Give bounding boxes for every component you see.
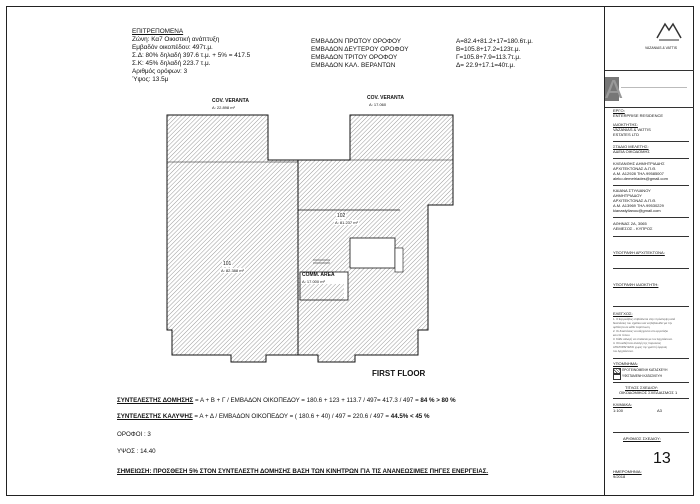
logo-text: VAZANIAS & VATTIS xyxy=(645,46,678,50)
divider xyxy=(613,236,689,237)
area-value: Α=82.4+81.2+17=180.6τ.μ. xyxy=(456,38,533,45)
date-value: 9/2018 xyxy=(613,474,626,479)
area-value: Β=105.8+17.2=123τ.μ. xyxy=(456,46,521,53)
sign-owner-label: ΥΠΟΓΡΑΦΗ ΙΔΙΟΚΤΗΤΗ: xyxy=(613,282,659,287)
architect-line: aleko.demetriades@gmail.com xyxy=(613,176,668,181)
plan-outline xyxy=(167,115,453,362)
letter-band xyxy=(605,70,694,108)
allowed-line: Εμβαδόν οικοπέδου: 497τ.μ. xyxy=(132,44,213,51)
density-calc xyxy=(117,397,456,404)
sheet-number-label: ΑΡΙΘΜΟΣ ΣΧΕΔΙΟΥ: xyxy=(623,436,661,441)
coverage-result: 44.5% < 45 % xyxy=(390,413,430,420)
scale-label: ΚΛΙΜΑΚΑ: xyxy=(613,402,632,407)
owner-label: ΙΔΙΟΚΤΗΤΗΣ: xyxy=(613,122,638,127)
architect-line: ΑΡΧΙΤΕΚΤΟΝΑΣ Α.Π.Θ. xyxy=(613,166,657,171)
allowed-line: Σ.Κ: 45% δηλαδή 223.7 τ.μ. xyxy=(132,60,211,67)
divider xyxy=(613,306,689,307)
area-label: ΕΜΒΑΔΟΝ ΚΑΛ. ΒΕΡΑΝΤΩΝ xyxy=(311,62,396,69)
note-line: 1. Ο Εργολάβος επιβάλλεται στην πρόσληψη κατά xyxy=(613,317,676,321)
veranda-right-area: A: 17.060 xyxy=(369,102,387,107)
legend-label: ΥΠΟΜΝΗΜΑ: xyxy=(613,361,638,366)
architect-line: ΚΑΙΑΝΑ ΣΤΥΛΙΑΝΟΥ xyxy=(613,188,651,193)
stage-label: ΣΤΑΔΙΟ ΜΕΛΕΤΗΣ: xyxy=(613,144,649,149)
comm-area-label: COMM. AREA xyxy=(302,272,335,278)
divider xyxy=(613,358,689,359)
area-label: ΕΜΒΑΔΟΝ ΠΡΩΤΟΥ ΟΡΟΦΟΥ xyxy=(311,38,402,45)
stage-value: ΑΔΕΙΑ ΟΙΚΟΔΟΜΗΣ xyxy=(613,149,650,154)
floors-count: ΟΡΟΦΟΙ : 3 xyxy=(117,431,151,438)
divider xyxy=(613,158,689,159)
area-label: ΕΜΒΑΔΟΝ ΔΕΥΤΕΡΟΥ ΟΡΟΦΟΥ xyxy=(311,46,409,53)
allowed-line: Σ.Δ: 80% δηλαδή 397.6 τ.μ. + 5% = 417.5 xyxy=(132,52,251,59)
density-label: ΣΥΝΤΕΛΕΣΤΗΣ ΔΟΜΗΣΗΣ xyxy=(117,397,194,404)
note-line: ΑΠΑΓΟΡΕΥΕΤΑΙ χωρίς την γραπτή έγκριση xyxy=(613,345,668,349)
veranda-left-label: COV. VERANTA xyxy=(212,98,249,104)
logo-icon xyxy=(655,20,683,42)
coverage-formula: = Α + Δ / ΕΜΒΑΔΟΝ ΟΙΚΟΠΕΔΟΥ = ( 180.6 + 40) / 497 = 220.6 / 497 = xyxy=(192,413,391,420)
note-text: ΣΗΜΕΙΩΣΗ: ΠΡΟΣΘΕΣΗ 5% ΣΤΟΝ ΣΥΝΤΕΛΕΣΤΗ ΔΟΜΗΣΗΣ ΒΑΣΗ ΤΩΝ ΚΙΝΗΤΡΩΝ ΓΙΑ ΤΙΣ ΑΝΑΝΕΩΣΙΜΕΣ ΠΗΓΕΣ ΕΝΕΡΓΕΙΑΣ. xyxy=(117,468,489,475)
big-letter: A xyxy=(605,74,623,104)
owner-value: VAZANIAS & VATTIS xyxy=(613,127,651,132)
unit-101-area: A: 82.388 m² xyxy=(221,268,244,273)
project-value: ENTERPRISE RESIDENCE xyxy=(613,113,664,118)
unit-102-label: 102 xyxy=(337,213,346,219)
floor-label: FIRST FLOOR xyxy=(372,369,426,378)
unit-102-area: A: 81.237 m² xyxy=(335,220,358,225)
architect-line: ΑΡΧΙΤΕΚΤΟΝΑΣ Α.Π.Θ. xyxy=(613,198,657,203)
legend-proposed: ΠΡΟΤΕΙΝΟΜΕΝΗ ΚΑΤΑΣΚΕΥΗ xyxy=(622,368,668,372)
architect-line: Α.Μ. Α13969 ΤΗΛ.99530229 xyxy=(613,203,664,208)
unit-101-label: 101 xyxy=(223,261,232,267)
architect-line: Α.Μ. Α12928 ΤΗΛ.99585007 xyxy=(613,171,664,176)
divider xyxy=(613,185,689,186)
area-value: Γ=105.8+7.9=113.7τ.μ. xyxy=(456,54,521,61)
allowed-line: Ζώνη: Κα7 Οικιστική ανάπτυξη xyxy=(132,36,220,43)
owner-value: ESTATES LTD xyxy=(613,132,640,137)
area-label: ΕΜΒΑΔΟΝ ΤΡΙΤΟΥ ΟΡΟΦΟΥ xyxy=(311,54,398,61)
area-value: Δ= 22.9+17.1=40τ.μ. xyxy=(456,62,515,69)
architect-line: ΚΛΕΑΝΘΗΣ ΔΗΜΗΤΡΙΑΔΗΣ xyxy=(613,161,665,166)
sheet-number: 13 xyxy=(653,450,671,467)
note-line: 3. Κάθε αλλαγή να επιλύεται με τον Αρχιτέκτονα. xyxy=(613,337,673,341)
divider xyxy=(613,382,689,383)
sign-architect-label: ΥΠΟΓΡΑΦΗ ΑΡΧΙΤΕΚΤΟΝΑ: xyxy=(613,250,665,255)
density-result: 84 % > 80 % xyxy=(420,397,456,404)
divider xyxy=(613,217,689,218)
density-formula: = Α + Β + Γ / ΕΜΒΑΔΟΝ ΟΙΚΟΠΕΔΟΥ = 180.6 + 123 + 113.7 / 497= 417.3 / 497 = xyxy=(193,397,421,404)
note-line: διαστάσεις του σχεδίου και να βεβαιωθεί για την xyxy=(613,321,673,325)
legend-existing: ΥΦΙΣΤΑΜΕΝΗ ΚΑΤΑΣΚΕΥΗ xyxy=(622,374,662,378)
architect-line: kianastylianou@gmail.com xyxy=(613,208,661,213)
divider xyxy=(613,398,689,399)
address-line: ΛΕΜΕΣΟΣ - ΚΥΠΡΟΣ xyxy=(613,226,653,231)
veranda-left-area: A: 22.898 m² xyxy=(212,105,235,110)
drawing-title-label: ΤΙΤΛΟΣ ΣΧΕΔΙΟΥ: xyxy=(625,385,659,390)
lift-void xyxy=(395,248,403,272)
coverage-label: ΣΥΝΤΕΛΕΣΤΗΣ ΚΑΛΥΨΗΣ xyxy=(117,413,193,420)
allowed-line: Ύψος: 13.5μ xyxy=(132,76,169,83)
title-block xyxy=(604,6,694,496)
building-height: ΥΨΟΣ : 14.40 xyxy=(117,448,156,455)
divider xyxy=(613,268,689,269)
coverage-calc xyxy=(117,413,429,420)
note-line: και επί τόπου. xyxy=(613,333,631,337)
allowed-line: Αριθμός ορόφων: 3 xyxy=(132,68,188,75)
comm-area-hatch xyxy=(300,284,344,300)
note-line: 4. Οποιαδήποτε αλλαγή της παρούσας xyxy=(613,341,661,345)
paper-size: A3 xyxy=(657,408,662,413)
drawing-title-value: ΟΙΚΟΔΟΜΙΚΟΣ ΣΧΕΔΙΑΣΜΟΣ 1 xyxy=(619,390,678,395)
note-line: του Αρχιτέκτονα. xyxy=(613,349,634,353)
legend-swatch-existing xyxy=(613,374,621,380)
comm-area-value: A: 17.000 m² xyxy=(302,279,325,284)
scale-value: 1:100 xyxy=(613,408,624,413)
address-line: ΑΘΗΝΑΣ 2Α, 3065 xyxy=(613,221,647,226)
note-line: 2. Οι διαστάσεις να ελέγχονται στο εργοτάξιο xyxy=(613,329,669,333)
notes-label: ΕΛΕΓΧΟΣ: xyxy=(613,311,633,316)
veranda-right-label: COV. VERANTA xyxy=(367,95,404,101)
architect-line: ΔΗΜΗΤΡΙΑΔΟΥ xyxy=(613,193,642,198)
divider xyxy=(613,432,689,433)
date-label: ΗΜΕΡΟΜΗΝΙΑ: xyxy=(613,469,642,474)
divider xyxy=(613,141,689,142)
project-label: ΕΡΓΟ: xyxy=(613,108,625,113)
stair-void xyxy=(350,238,395,268)
note-line: ορθότητα σε κάθε περίπτωση. xyxy=(613,325,651,329)
allowed-title: ΕΠΙΤΡΕΠΟΜΕΝΑ xyxy=(132,28,184,35)
letter-line xyxy=(621,87,687,88)
